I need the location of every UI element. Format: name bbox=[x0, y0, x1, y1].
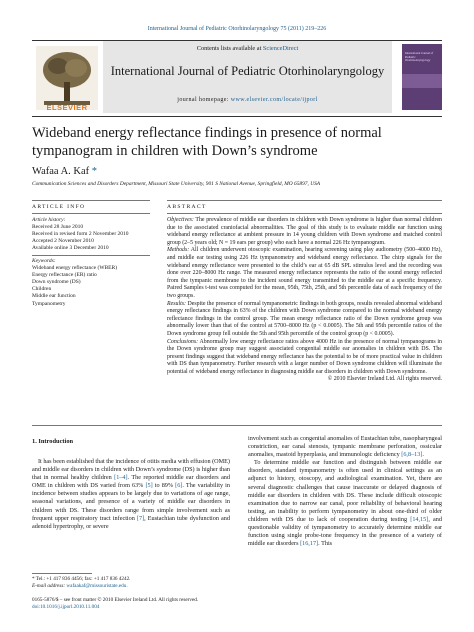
journal-citation[interactable]: International Journal of Pediatric Otorhinolaryngology 75 (2011) 219–226 bbox=[147, 26, 327, 32]
methods-text: All children underwent otoscopic examination, hearing screening using play audiometry (500–4000 Hz), and middle ear testing using 226 Hz tympanometry and wideband energy reflectance. The chirp signals for the wideband energy reflectance were presented to the child’s ear at 65 dB SPL stimulus level and the recording was done over 220–8000 Hz range. The measured energy reflectance represents the ratio of the sound energy reflected from the tympanic membrane to the incident sound energy transmitted to the middle ear at a specific frequency. Paired Samples t-test was computed for the mean, 95th, 75th, 25th, and 5th percentile data of each frequency of the two groups. bbox=[167, 247, 442, 299]
keyword: Energy reflectance (ER) ratio bbox=[32, 272, 97, 279]
journal-title: International Journal of Pediatric Otorhinolaryngology bbox=[110, 64, 385, 78]
article-info-heading: ARTICLE INFO bbox=[32, 204, 86, 210]
intro-text: . This bbox=[318, 540, 333, 548]
history-label: Article history: bbox=[32, 217, 66, 223]
results-label: Results: bbox=[167, 300, 186, 307]
contact-phone: * Tel.: +1 417 836 4456; fax: +1 417 836 4242. bbox=[32, 576, 131, 582]
intro-text: It has been established that the incidence of otitis media with effusion (OME) and middle ear disorders in children with Down’s syndrome (DS) is higher than that in normal healthy children bbox=[32, 458, 230, 482]
history-online: Available online 3 December 2010 bbox=[32, 245, 109, 252]
abstract-body bbox=[167, 217, 442, 384]
elsevier-tree-logo bbox=[36, 46, 98, 110]
intro-text: . bbox=[422, 451, 424, 459]
author-email-link[interactable]: wafaakaf@missouristate.edu. bbox=[66, 582, 128, 589]
author-affiliation: Communication Sciences and Disorders Department, Missouri State University, 901 S National Avenue, Springfield, MO 65897, USA bbox=[32, 181, 321, 187]
keywords-rule bbox=[32, 255, 150, 256]
intro-text: , and questionable validity of tympanometry to accurately determine middle ear function using single probe-tone frequency in the presence of a variety of middle ear disorders bbox=[248, 515, 442, 548]
journal-cover-thumbnail bbox=[402, 44, 442, 110]
issn-line: 0165-5876/$ – see front matter © 2010 Elsevier Ireland Ltd. All rights reserved. bbox=[32, 597, 199, 603]
author-line bbox=[32, 166, 97, 177]
article-title: Wideband energy reflectance findings in presence of normal tympanogram in children with Down’s syndrome bbox=[32, 125, 382, 159]
citation-link[interactable]: [6] bbox=[175, 482, 183, 490]
front-matter-note bbox=[32, 597, 230, 610]
info-top-rule bbox=[32, 200, 150, 201]
keywords-label: Keywords: bbox=[32, 258, 56, 264]
intro-text: To determine middle ear function and distinguish between middle ear disorders, standard tympanometry is often used in clinical settings as an adjunct to history, otoscopy, and audiological examination. Yet, there are several diagnostic challenges that cause inaccurate or delayed diagnosis of middle ear disorders in children with DS. These include difficult otoscopic examination due to narrow ear canal, poor reliability of behavioral hearing testing, an inability to perform tympanometry in about one-third of older children with DS due to lack of cooperation during testing bbox=[248, 459, 442, 523]
contents-line bbox=[103, 45, 392, 52]
keyword: Down syndrome (DS) bbox=[32, 279, 81, 286]
keyword: Middle ear function bbox=[32, 293, 76, 300]
abstract-top-rule bbox=[167, 200, 442, 201]
email-label: E-mail address: bbox=[32, 582, 67, 589]
objectives-text: The prevalence of middle ear disorders in children with Down syndrome is higher than normal children due to the associated craniofacial abnormalities. The goal of this study is to evaluate middle ear function using wideband energy reflectance at ambient pressure in 14 young children with Down syndrome and matched control group (2–5 years old; N = 19 ears per group) who each have a normal 226 Hz tympanogram. bbox=[167, 217, 442, 246]
publisher-wordmark: ELSEVIER bbox=[46, 103, 88, 112]
contents-prefix: Contents lists available at bbox=[196, 45, 263, 52]
journal-homepage-line bbox=[103, 97, 392, 103]
article-history bbox=[32, 217, 150, 252]
results-text: Despite the presence of normal tympanometric findings in both groups, results revealed abnormal wideband energy reflectance findings in 63% of the children with Down syndrome compared to the normal wideband energy reflectance findings in the control group. The mean energy reflectance ratio of the Down syndrome group was abnormally lower than that of the control at 5700–8000 Hz (p < 0.0005). The 5th and 95th percentile ratios of the Down syndrome group fell outside the 5th and 95th percentile of the control group (p < 0.0005). bbox=[167, 300, 442, 337]
citation-link[interactable]: [1–4] bbox=[114, 474, 128, 482]
citation-link[interactable]: [16,17] bbox=[300, 540, 319, 548]
cover-title: International Journal of Pediatric Otorhinolaryngology bbox=[405, 51, 434, 63]
intro-text: to 89% bbox=[152, 482, 176, 490]
abstract-bottom-rule bbox=[32, 425, 442, 426]
sciencedirect-link[interactable]: ScienceDirect bbox=[262, 45, 299, 52]
history-accepted: Accepted 2 November 2010 bbox=[32, 238, 94, 245]
body-right-column bbox=[248, 435, 442, 548]
corresponding-footnote bbox=[32, 576, 230, 589]
intro-text: , Eustachian tube dysfunction and adenoid hypertrophy, or severe bbox=[32, 514, 230, 530]
doi-link[interactable]: doi:10.1016/j.ijporl.2010.11.004 bbox=[32, 603, 100, 610]
keyword: Children bbox=[32, 286, 52, 293]
conclusions-label: Conclusions: bbox=[167, 338, 199, 345]
intro-text: involvement such as congenital anomalies of Eustachian tube, nasopharyngeal constriction, ear canal stenosis, tympanic membrane perforation, ossicular anomalies, mastoid hyperplasia, and immunologic deficiency bbox=[248, 435, 442, 459]
header-bottom-rule bbox=[32, 116, 442, 117]
author-footnote-mark[interactable]: * bbox=[89, 166, 98, 177]
methods-label: Methods: bbox=[167, 247, 190, 254]
info-heading-rule bbox=[32, 213, 150, 214]
copyright-notice: © 2010 Elsevier Ireland Ltd. All rights reserved. bbox=[327, 376, 442, 383]
abstract-heading-rule bbox=[167, 213, 442, 214]
keyword: Tympanometry bbox=[32, 300, 66, 307]
cover-band bbox=[402, 74, 442, 88]
conclusions-text: Abnormally low energy reflectance ratios above 4000 Hz in the presence of normal tympanograms in the Down syndrome group may suggest associated congenital middle ear anomalies in children with DS. The present findings suggest that wideband energy reflectance has the potential to be of more practical value in children with DS than tympanometry. Further research with a larger number of Down syndrome children will illuminate the potential of wideband energy reflectance in diagnosing middle ear disorders in children with Down syndrome. bbox=[167, 338, 442, 375]
intro-text: . The variability in incidence between studies appears to be largely due to variations of age range, seasonal variations, and presence of a variety of middle ear disorders in children with DS. These disorders range from simple involvement such as frequent upper respiratory tract infection bbox=[32, 482, 230, 522]
intro-text: . The reported middle ear disorders and OME in children with DS varied from 63% bbox=[32, 474, 230, 490]
objectives-label: Objectives: bbox=[167, 217, 194, 223]
introduction-heading: 1. Introduction bbox=[32, 438, 74, 445]
citation-link[interactable]: [7] bbox=[136, 514, 145, 522]
citation-link[interactable]: [6,8–13] bbox=[401, 451, 423, 459]
keyword: Wideband energy reflectance (WBER) bbox=[32, 265, 118, 272]
history-received: Received 28 June 2010 bbox=[32, 224, 84, 231]
history-revised: Received in revised form 2 November 2010 bbox=[32, 231, 129, 238]
homepage-prefix: journal homepage: bbox=[177, 97, 231, 103]
body-left-column bbox=[32, 458, 230, 531]
citation-link[interactable]: [14,15] bbox=[410, 515, 429, 523]
keywords bbox=[32, 258, 150, 308]
abstract-heading: ABSTRACT bbox=[167, 204, 207, 210]
journal-homepage-link[interactable]: www.elsevier.com/locate/ijporl bbox=[230, 97, 318, 103]
author-name: Wafaa A. Kaf bbox=[32, 166, 90, 177]
footnote-rule bbox=[32, 573, 92, 574]
citation-link[interactable]: [5] bbox=[145, 482, 153, 490]
